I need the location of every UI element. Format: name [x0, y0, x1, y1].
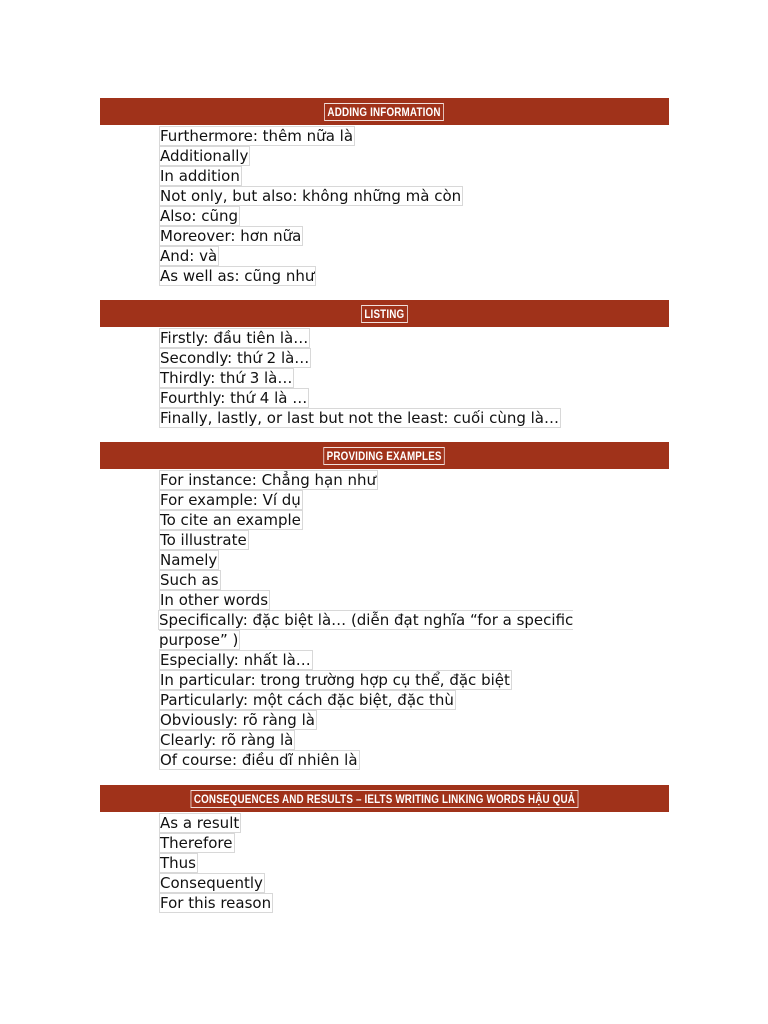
list-item: Fourthly: thứ 4 là …	[160, 389, 308, 407]
list-item: Consequently	[160, 874, 263, 892]
list-item: Furthermore: thêm nữa là	[160, 127, 354, 145]
section-title: CONSEQUENCES AND RESULTS – IELTS WRITING LINKING WORDS HẬU QUẢ	[193, 791, 576, 806]
list-item: Especially: nhất là…	[160, 651, 311, 669]
list-item: To illustrate	[160, 531, 247, 549]
section-header-adding-information	[100, 98, 669, 125]
listing-list	[159, 328, 639, 428]
section-header-providing-examples	[100, 442, 669, 469]
list-item: As well as: cũng như	[160, 267, 315, 285]
list-item: Therefore	[160, 834, 233, 852]
section-header-listing	[100, 300, 669, 327]
list-item: And: và	[160, 247, 218, 265]
list-item: To cite an example	[160, 511, 301, 529]
list-item: Namely	[160, 551, 218, 569]
providing-examples-list	[159, 470, 639, 770]
list-item: As a result	[160, 814, 240, 832]
list-item: Additionally	[160, 147, 249, 165]
list-item: Specifically: đặc biệt là… (diễn đạt nghĩa “for a specific purpose” )	[159, 611, 574, 649]
section-title: ADDING INFORMATION	[327, 104, 442, 119]
list-item: Moreover: hơn nữa	[160, 227, 302, 245]
list-item: Obviously: rõ ràng là	[160, 711, 315, 729]
list-item: Of course: điều dĩ nhiên là	[160, 751, 358, 769]
section-title: PROVIDING EXAMPLES	[326, 448, 443, 463]
list-item: Thus	[160, 854, 196, 872]
list-item: In addition	[160, 167, 240, 185]
consequences-results-list	[159, 813, 639, 913]
list-item: Particularly: một cách đặc biệt, đặc thù	[160, 691, 454, 709]
list-item: Clearly: rõ ràng là	[160, 731, 294, 749]
list-item: In particular: trong trường hợp cụ thể, đặc biệt	[160, 671, 510, 689]
list-item: Secondly: thứ 2 là…	[160, 349, 310, 367]
list-item: Such as	[160, 571, 219, 589]
list-item: For this reason	[160, 894, 272, 912]
list-item: Not only, but also: không những mà còn	[160, 187, 462, 205]
list-item: Firstly: đầu tiên là…	[160, 329, 309, 347]
list-item: Thirdly: thứ 3 là…	[160, 369, 293, 387]
section-header-consequences-results	[100, 785, 669, 812]
section-title: LISTING	[364, 306, 405, 321]
list-item: Also: cũng	[160, 207, 239, 225]
adding-information-list	[159, 126, 639, 286]
list-item: In other words	[160, 591, 269, 609]
list-item: Finally, lastly, or last but not the least: cuối cùng là…	[160, 409, 560, 427]
list-item: For instance: Chẳng hạn như	[160, 471, 377, 489]
list-item: For example: Ví dụ	[160, 491, 301, 509]
